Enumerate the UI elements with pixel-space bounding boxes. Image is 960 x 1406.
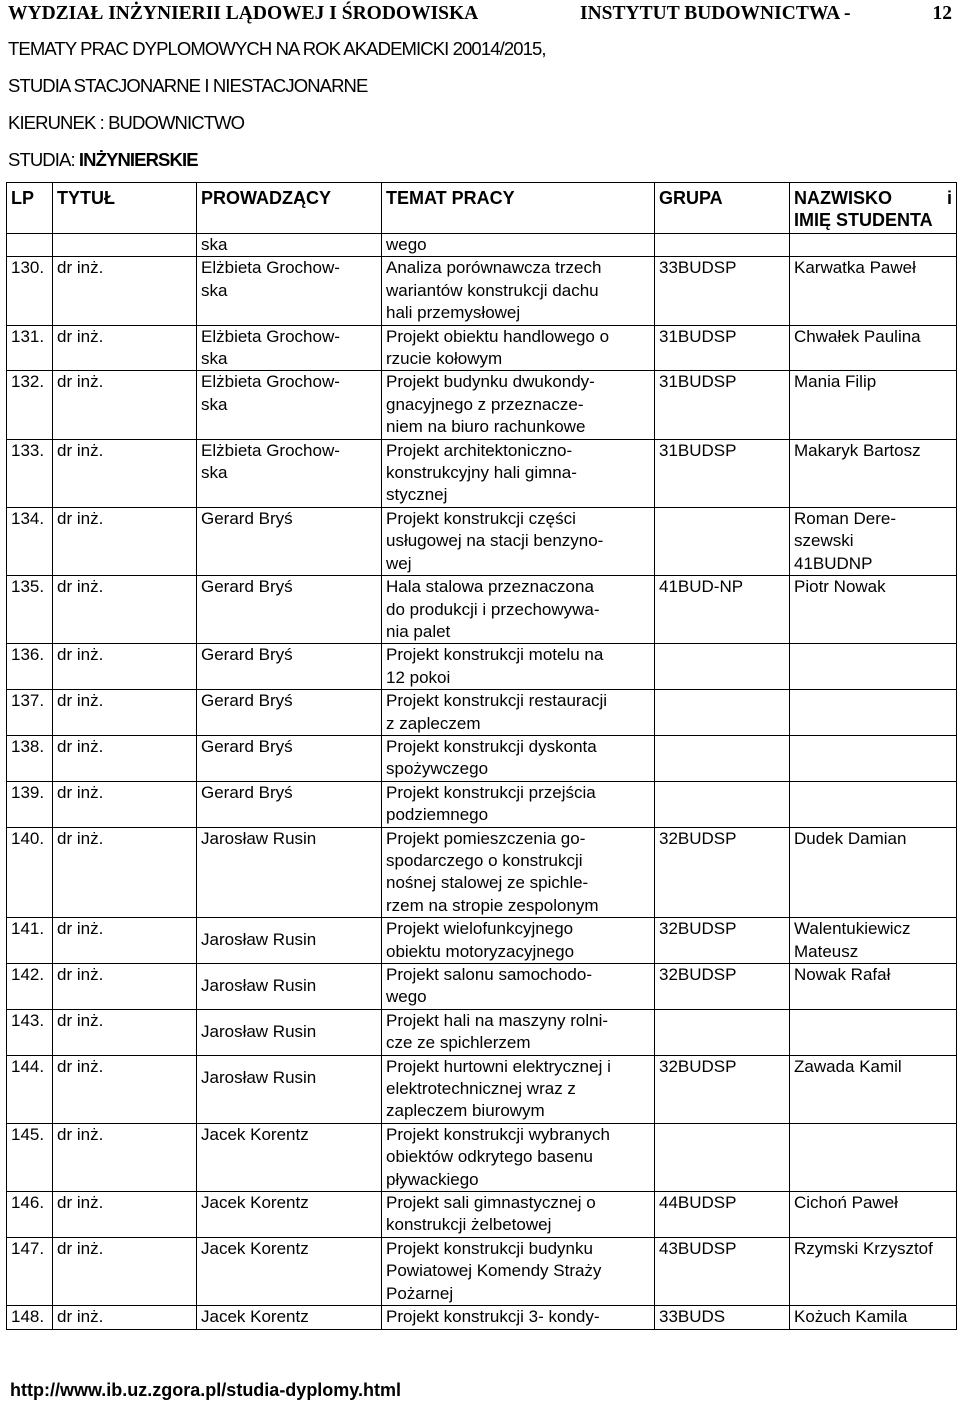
- table-row: [7, 1055, 957, 1123]
- row-student: [790, 576, 957, 644]
- row-group-text: 32BUDSP: [659, 1056, 737, 1076]
- row-topic: [382, 827, 655, 918]
- col-header-supervisor: PROWADZĄCY: [197, 183, 382, 234]
- row-title: [53, 735, 197, 781]
- row-topic-text: Projekt konstrukcji restauracji z zapleczem: [386, 691, 608, 733]
- table-row: [7, 1009, 957, 1055]
- row-student-text: Piotr Nowak: [794, 577, 886, 597]
- row-lp: [7, 918, 53, 964]
- row-title-text: dr inż.: [57, 782, 104, 802]
- row-student: [790, 690, 957, 736]
- row-group-text: 32BUDSP: [659, 828, 737, 848]
- row-title: [53, 827, 197, 918]
- row-student: [790, 371, 957, 439]
- row-topic-text: Projekt obiektu handlowego o rzucie kołowym: [386, 326, 610, 369]
- row-supervisor-text: Jarosław Rusin: [201, 976, 317, 995]
- row-topic-text: Analiza porównawcza trzech wariantów konstrukcji dachu hali przemysłowej: [386, 258, 602, 323]
- row-topic: [382, 576, 655, 644]
- row-student: [790, 1306, 957, 1329]
- row-student-text: Chwałek Paulina: [794, 326, 921, 346]
- row-supervisor: [197, 371, 382, 439]
- row-topic: [382, 690, 655, 736]
- row-supervisor-text: Gerard Bryś: [201, 508, 293, 528]
- row-topic: [382, 1055, 655, 1123]
- row-group: [655, 690, 790, 736]
- row-supervisor: [197, 918, 382, 964]
- row-topic: [382, 371, 655, 439]
- row-title-text: dr inż.: [57, 645, 104, 665]
- row-supervisor: [197, 735, 382, 781]
- row-student: [790, 1055, 957, 1123]
- row-lp: [7, 644, 53, 690]
- row-lp: [7, 371, 53, 439]
- row-lp-text: 140.: [11, 828, 45, 848]
- row-group: [655, 1192, 790, 1238]
- row-topic: [382, 1192, 655, 1238]
- row-group: [655, 827, 790, 918]
- row-title: [53, 644, 197, 690]
- row-lp: [7, 1123, 53, 1191]
- row-lp-text: 133.: [11, 440, 45, 460]
- col-header-group: GRUPA: [655, 183, 790, 234]
- row-topic: [382, 325, 655, 371]
- table-row: [7, 1306, 957, 1329]
- row-lp-text: 147.: [11, 1238, 45, 1258]
- row-group-text: 33BUDS: [659, 1307, 726, 1327]
- table-row: [7, 918, 957, 964]
- row-lp-text: 142.: [11, 965, 45, 984]
- row-group: [655, 1009, 790, 1055]
- row-supervisor-text: Gerard Bryś: [201, 645, 293, 665]
- row-supervisor: [197, 690, 382, 736]
- row-lp: [7, 325, 53, 371]
- table-row: [7, 325, 957, 371]
- row-group: [655, 257, 790, 325]
- row-title: [53, 439, 197, 507]
- row-student: [790, 644, 957, 690]
- row-lp-text: 132.: [11, 372, 45, 392]
- row-lp-text: 135.: [11, 577, 45, 597]
- row-topic: [382, 439, 655, 507]
- row-topic-text: Projekt hali na maszyny rolni- cze ze spichlerzem: [386, 1010, 609, 1053]
- row-lp-text: 134.: [11, 508, 45, 528]
- row-student-text: Walentukiewicz Mateusz: [794, 919, 911, 961]
- row-title-text: dr inż.: [57, 1307, 104, 1327]
- row-supervisor: [197, 1237, 382, 1305]
- row-topic: [382, 781, 655, 827]
- row-student-text: Kożuch Kamila: [794, 1307, 908, 1327]
- continuation-supervisor: ska: [197, 234, 382, 257]
- row-student: [790, 257, 957, 325]
- row-lp-text: 148.: [11, 1307, 45, 1327]
- row-group: [655, 735, 790, 781]
- row-lp: [7, 1009, 53, 1055]
- row-title: [53, 918, 197, 964]
- row-group: [655, 964, 790, 1010]
- row-group: [655, 918, 790, 964]
- row-group: [655, 439, 790, 507]
- row-group-text: 31BUDSP: [659, 372, 737, 392]
- row-supervisor: [197, 576, 382, 644]
- header-line-topics: [8, 38, 546, 60]
- row-student: [790, 781, 957, 827]
- row-lp-text: 136.: [11, 645, 45, 665]
- row-lp: [7, 1306, 53, 1329]
- col-header-student-line1: NAZWISKO: [794, 188, 892, 208]
- row-group: [655, 1055, 790, 1123]
- footer-url: http://www.ib.uz.zgora.pl/studia-dyplomy.html: [10, 1380, 401, 1400]
- row-title: [53, 781, 197, 827]
- row-title-text: dr inż.: [57, 919, 104, 939]
- row-topic: [382, 644, 655, 690]
- row-supervisor: [197, 781, 382, 827]
- table-row: [7, 1192, 957, 1238]
- row-student-text: Mania Filip: [794, 372, 877, 392]
- level-value: INŻYNIERSKIE: [78, 149, 198, 170]
- row-supervisor: [197, 325, 382, 371]
- faculty-name: WYDZIAŁ INŻYNIERII LĄDOWEJ I ŚRODOWISKA: [8, 3, 479, 24]
- row-topic: [382, 1237, 655, 1305]
- row-lp-text: 141.: [11, 919, 45, 939]
- table-row: [7, 690, 957, 736]
- row-group-text: 44BUDSP: [659, 1193, 737, 1213]
- row-group: [655, 1237, 790, 1305]
- row-title-text: dr inż.: [57, 1124, 104, 1144]
- row-lp-text: 145.: [11, 1124, 45, 1144]
- row-supervisor: [197, 1306, 382, 1329]
- table-row: [7, 576, 957, 644]
- row-student: [790, 1009, 957, 1055]
- row-student-text: Makaryk Bartosz: [794, 440, 921, 460]
- continuation-row: [7, 234, 957, 257]
- col-header-student: [790, 183, 957, 234]
- row-lp: [7, 690, 53, 736]
- row-lp-text: 137.: [11, 691, 45, 711]
- table-row: [7, 1123, 957, 1191]
- row-title-text: dr inż.: [57, 326, 104, 346]
- row-lp-text: 131.: [11, 326, 45, 346]
- table-row: [7, 439, 957, 507]
- row-group: [655, 507, 790, 575]
- col-header-student-line2: IMIĘ STUDENTA: [794, 210, 933, 230]
- row-supervisor: [197, 964, 382, 1010]
- row-supervisor: [197, 507, 382, 575]
- row-title-text: dr inż.: [57, 965, 104, 984]
- row-supervisor-text: Jacek Korentz: [201, 1238, 309, 1258]
- row-topic-text: Projekt pomieszczenia go- spodarczego o konstrukcji nośnej stalowej ze spichle- rzem na stropie zespolonym: [386, 828, 599, 915]
- row-topic: [382, 1306, 655, 1329]
- row-supervisor-text: Jacek Korentz: [201, 1193, 309, 1213]
- continuation-lp: [7, 234, 53, 257]
- row-lp-text: 139.: [11, 782, 45, 802]
- row-student-text: Zawada Kamil: [794, 1056, 902, 1076]
- row-group: [655, 325, 790, 371]
- row-supervisor-text: Gerard Bryś: [201, 782, 293, 802]
- row-lp-text: 146.: [11, 1193, 45, 1213]
- row-supervisor-text: Jarosław Rusin: [201, 828, 317, 848]
- row-title: [53, 1306, 197, 1329]
- row-supervisor: [197, 439, 382, 507]
- row-lp-text: 130.: [11, 258, 45, 278]
- institute-name: INSTYTUT BUDOWNICTWA -: [580, 3, 851, 24]
- row-supervisor: [197, 1192, 382, 1238]
- col-header-topic: TEMAT PRACY: [382, 183, 655, 234]
- row-group: [655, 644, 790, 690]
- row-topic-text: Projekt konstrukcji części usługowej na stacji benzyno- wej: [386, 508, 604, 573]
- row-group-text: 43BUDSP: [659, 1238, 737, 1258]
- row-supervisor-text: Jarosław Rusin: [201, 1067, 317, 1087]
- row-student-text: Nowak Rafał: [794, 965, 891, 984]
- table-row: [7, 964, 957, 1010]
- row-topic-text: Projekt konstrukcji wybranych obiektów odkrytego basenu pływackiego: [386, 1124, 610, 1189]
- row-student: [790, 439, 957, 507]
- row-group-text: 33BUDSP: [659, 258, 737, 278]
- row-title: [53, 576, 197, 644]
- row-group: [655, 576, 790, 644]
- header-line-study-mode: STUDIA STACJONARNE I NIESTACJONARNE: [8, 75, 368, 96]
- row-title-text: dr inż.: [57, 508, 104, 528]
- page-number: 12: [932, 3, 952, 24]
- row-supervisor-text: Gerard Bryś: [201, 577, 293, 597]
- row-supervisor: [197, 644, 382, 690]
- row-student-text: Karwatka Paweł: [794, 258, 916, 278]
- row-lp: [7, 827, 53, 918]
- row-title-text: dr inż.: [57, 577, 104, 597]
- row-supervisor-text: Jarosław Rusin: [201, 1021, 317, 1041]
- row-topic: [382, 964, 655, 1010]
- row-student: [790, 918, 957, 964]
- row-supervisor-text: Jacek Korentz: [201, 1124, 309, 1144]
- header-line-field: KIERUNEK : BUDOWNICTWO: [8, 112, 245, 133]
- row-lp: [7, 439, 53, 507]
- row-title: [53, 325, 197, 371]
- row-supervisor: [197, 257, 382, 325]
- row-title-text: dr inż.: [57, 1193, 104, 1213]
- row-topic: [382, 918, 655, 964]
- table-row: [7, 507, 957, 575]
- page-header: [8, 3, 952, 27]
- continuation-topic: wego: [382, 234, 655, 257]
- row-lp: [7, 1055, 53, 1123]
- table-row: [7, 781, 957, 827]
- row-lp-text: 143.: [11, 1010, 45, 1030]
- row-title: [53, 1192, 197, 1238]
- row-topic-text: Projekt salonu samochodo- wego: [386, 965, 593, 1007]
- row-topic-text: Projekt konstrukcji 3- kondy-: [386, 1307, 600, 1327]
- continuation-group: [655, 234, 790, 257]
- row-student-text: Roman Dere- szewski 41BUDNP: [794, 508, 897, 573]
- row-group: [655, 781, 790, 827]
- table-row: [7, 827, 957, 918]
- row-title-text: dr inż.: [57, 1010, 104, 1030]
- level-prefix: STUDIA:: [8, 149, 79, 170]
- row-title-text: dr inż.: [57, 440, 104, 460]
- row-title: [53, 1055, 197, 1123]
- topics-text: TEMATY PRAC DYPLOMOWYCH NA ROK AKADEMICKI 20014/2015,: [8, 38, 546, 59]
- row-topic: [382, 507, 655, 575]
- row-topic: [382, 1123, 655, 1191]
- row-supervisor: [197, 1123, 382, 1191]
- row-student: [790, 735, 957, 781]
- row-supervisor-text: Gerard Bryś: [201, 691, 293, 711]
- row-student: [790, 1237, 957, 1305]
- col-header-lp: LP: [7, 183, 53, 234]
- row-student: [790, 1123, 957, 1191]
- row-group: [655, 1123, 790, 1191]
- row-group: [655, 1306, 790, 1329]
- row-title: [53, 507, 197, 575]
- col-header-student-i: i: [946, 188, 952, 208]
- row-lp: [7, 964, 53, 1010]
- row-title: [53, 1123, 197, 1191]
- row-title: [53, 257, 197, 325]
- row-supervisor-text: Jacek Korentz: [201, 1307, 309, 1327]
- row-topic: [382, 735, 655, 781]
- row-title-text: dr inż.: [57, 691, 104, 711]
- row-lp: [7, 257, 53, 325]
- row-group-text: 32BUDSP: [659, 965, 737, 984]
- table-row: [7, 1237, 957, 1305]
- row-supervisor: [197, 827, 382, 918]
- row-supervisor-text: Elżbieta Grochow- ska: [201, 440, 340, 483]
- row-student-text: Cichoń Paweł: [794, 1193, 898, 1213]
- row-lp: [7, 781, 53, 827]
- row-title-text: dr inż.: [57, 372, 104, 392]
- table-header-row: [7, 183, 957, 234]
- row-topic-text: Projekt architektoniczno- konstrukcyjny hali gimna- stycznej: [386, 440, 577, 505]
- row-title-text: dr inż.: [57, 1056, 104, 1076]
- row-topic-text: Projekt konstrukcji budynku Powiatowej Komendy Straży Pożarnej: [386, 1238, 602, 1303]
- row-topic-text: Hala stalowa przeznaczona do produkcji i przechowywa- nia palet: [386, 577, 600, 641]
- row-lp: [7, 1237, 53, 1305]
- row-supervisor: [197, 1055, 382, 1123]
- row-topic: [382, 257, 655, 325]
- row-topic-text: Projekt sali gimnastycznej o konstrukcji żelbetowej: [386, 1193, 596, 1235]
- row-title: [53, 964, 197, 1010]
- row-group: [655, 371, 790, 439]
- table-row: [7, 371, 957, 439]
- row-group-text: 32BUDSP: [659, 919, 737, 939]
- row-title: [53, 1009, 197, 1055]
- row-group-text: 31BUDSP: [659, 440, 737, 460]
- row-lp: [7, 507, 53, 575]
- theses-table: [6, 182, 957, 1330]
- row-title: [53, 690, 197, 736]
- row-title-text: dr inż.: [57, 258, 104, 278]
- row-lp-text: 144.: [11, 1056, 45, 1076]
- row-topic-text: Projekt hurtowni elektrycznej i elektrotechnicznej wraz z zapleczem biurowym: [386, 1056, 611, 1121]
- row-topic-text: Projekt konstrukcji dyskonta spożywczego: [386, 736, 597, 779]
- row-supervisor-text: Jarosław Rusin: [201, 930, 317, 950]
- row-student: [790, 827, 957, 918]
- row-lp: [7, 576, 53, 644]
- row-lp: [7, 735, 53, 781]
- row-topic-text: Projekt konstrukcji motelu na 12 pokoi: [386, 645, 604, 687]
- row-supervisor-text: Elżbieta Grochow- ska: [201, 326, 340, 369]
- row-lp: [7, 1192, 53, 1238]
- row-student: [790, 507, 957, 575]
- row-student: [790, 1192, 957, 1238]
- row-title-text: dr inż.: [57, 736, 104, 756]
- table-row: [7, 257, 957, 325]
- header-line-level: [8, 149, 198, 171]
- row-topic-text: Projekt budynku dwukondy- gnacyjnego z przeznacze- niem na biuro rachunkowe: [386, 372, 595, 437]
- row-student-text: Dudek Damian: [794, 828, 907, 848]
- table-row: [7, 644, 957, 690]
- row-supervisor-text: Elżbieta Grochow- ska: [201, 372, 340, 414]
- row-supervisor-text: Gerard Bryś: [201, 736, 293, 756]
- col-header-title: TYTUŁ: [53, 183, 197, 234]
- row-topic-text: Projekt konstrukcji przejścia podziemnego: [386, 782, 596, 825]
- continuation-student: [790, 234, 957, 257]
- row-lp-text: 138.: [11, 736, 45, 756]
- continuation-title: [53, 234, 197, 257]
- table-row: [7, 735, 957, 781]
- row-title: [53, 1237, 197, 1305]
- row-student: [790, 964, 957, 1010]
- row-supervisor: [197, 1009, 382, 1055]
- row-supervisor-text: Elżbieta Grochow- ska: [201, 258, 340, 300]
- row-title: [53, 371, 197, 439]
- row-student-text: Rzymski Krzysztof: [794, 1238, 933, 1258]
- row-group-text: 31BUDSP: [659, 326, 737, 346]
- row-title-text: dr inż.: [57, 1238, 104, 1258]
- row-topic-text: Projekt wielofunkcyjnego obiektu motoryzacyjnego: [386, 919, 575, 961]
- row-student: [790, 325, 957, 371]
- row-topic: [382, 1009, 655, 1055]
- row-group-text: 41BUD-NP: [659, 577, 744, 597]
- row-title-text: dr inż.: [57, 828, 104, 848]
